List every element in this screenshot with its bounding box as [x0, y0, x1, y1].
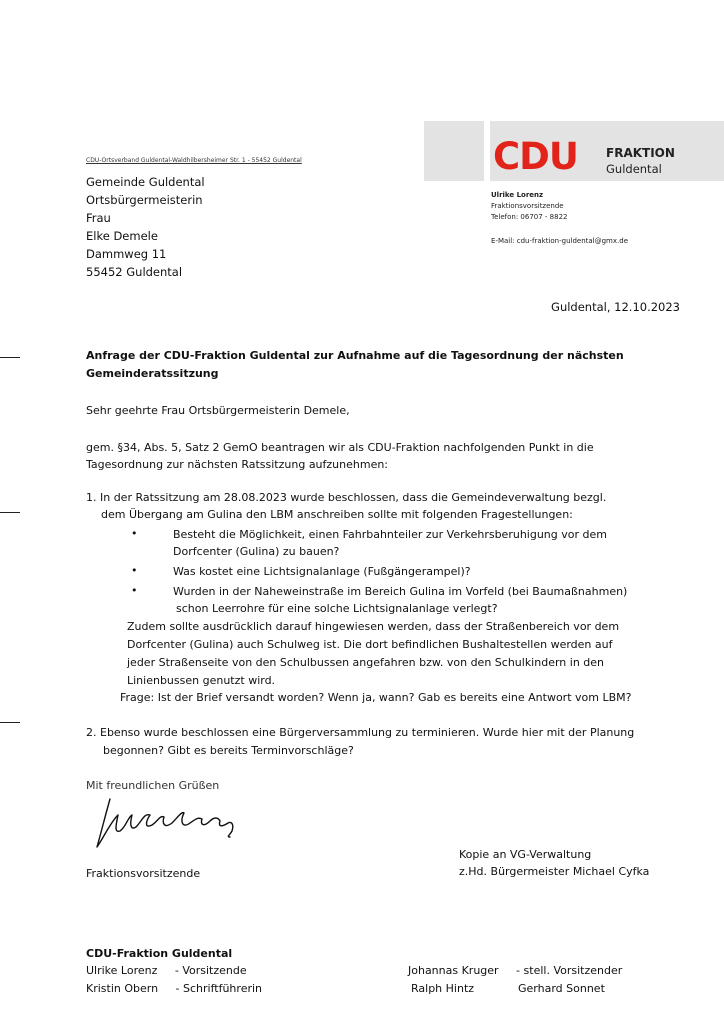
copy-line: Kopie an VG-Verwaltung: [459, 848, 592, 861]
cdu-logo: CDU: [493, 135, 578, 178]
recipient-line: Ortsbürgermeisterin: [86, 193, 203, 207]
recipient-line: Dammweg 11: [86, 247, 167, 261]
recipient-line: Frau: [86, 211, 111, 225]
note-line: Dorfcenter (Gulina) auch Schulweg ist. Die dort befindlichen Bushaltestellen werden auf: [127, 638, 613, 651]
note-line: Zudem sollte ausdrücklich darauf hingewiesen werden, dass der Straßenbereich vor dem: [127, 620, 620, 633]
contact-phone: Telefon: 06707 - 8822: [491, 213, 568, 221]
fold-mark-middle: [0, 512, 20, 513]
contact-role: Fraktionsvorsitzende: [491, 202, 564, 210]
letterhead-divider: [484, 121, 490, 181]
bullet-text: schon Leerrohre für eine solche Lichtsignalanlage verlegt?: [176, 602, 498, 615]
handwritten-signature: [92, 793, 252, 851]
bullet-point: •: [131, 584, 138, 597]
footer-title: CDU-Fraktion Guldental: [86, 947, 233, 960]
salutation: Sehr geehrte Frau Ortsbürgermeisterin Demele,: [86, 404, 350, 417]
sender-return-line: CDU-Ortsverband Guldental-Waldhilbersheimer Str. 1 - 55452 Guldental: [86, 157, 302, 164]
note-line: Linienbussen genutzt wird.: [127, 674, 276, 687]
item1-line: 1. In der Ratssitzung am 28.08.2023 wurde beschlossen, dass die Gemeindeverwaltung bezgl.: [86, 491, 607, 504]
intro-line: gem. §34, Abs. 5, Satz 2 GemO beantragen wir als CDU-Fraktion nachfolgenden Punkt in die: [86, 441, 594, 454]
bullet-text: Dorfcenter (Gulina) zu bauen?: [173, 545, 340, 558]
bullet-point: •: [131, 527, 138, 540]
closing: Mit freundlichen Grüßen: [86, 779, 220, 792]
fold-mark-top: [0, 357, 20, 358]
logo-place-label: Guldental: [606, 162, 662, 176]
footer-member: Ralph Hintz: [411, 982, 475, 995]
note-line: jeder Straßenseite von den Schulbussen angefahren bzw. von den Schulkindern in den: [127, 656, 605, 669]
fold-mark-bottom: [0, 722, 20, 723]
item1-line: dem Übergang am Gulina den LBM anschreiben sollte mit folgenden Fragestellungen:: [101, 508, 573, 521]
bullet-point: •: [131, 564, 138, 577]
contact-name: Ulrike Lorenz: [491, 191, 544, 199]
item2-line: 2. Ebenso wurde beschlossen eine Bürgerversammlung zu terminieren. Wurde hier mit der Planung: [86, 726, 635, 739]
bullet-text: Wurden in der Naheweinstraße im Bereich Gulina im Vorfeld (bei Baumaßnahmen): [173, 585, 628, 598]
footer-member: Gerhard Sonnet: [518, 982, 605, 995]
recipient-line: 55452 Guldental: [86, 265, 183, 279]
subject-line: Anfrage der CDU-Fraktion Guldental zur Aufnahme auf die Tagesordnung der nächsten: [86, 349, 624, 362]
footer-member: Ulrike Lorenz - Vorsitzende: [86, 964, 247, 977]
signature-role: Fraktionsvorsitzende: [86, 867, 201, 880]
footer-member: Johannas Kruger - stell. Vorsitzender: [408, 964, 623, 977]
intro-line: Tagesordnung zur nächsten Ratssitzung aufzunehmen:: [86, 458, 389, 471]
item1-question: Frage: Ist der Brief versandt worden? Wenn ja, wann? Gab es bereits eine Antwort vom LBM?: [120, 691, 632, 704]
recipient-line: Gemeinde Guldental: [86, 175, 205, 189]
contact-email: E-Mail: cdu-fraktion-guldental@gmx.de: [491, 237, 628, 245]
bullet-text: Besteht die Möglichkeit, einen Fahrbahnteiler zur Verkehrsberuhigung vor dem: [173, 528, 607, 541]
bullet-text: Was kostet eine Lichtsignalanlage (Fußgängerampel)?: [173, 565, 471, 578]
item2-line: begonnen? Gibt es bereits Terminvorschläge?: [103, 744, 354, 757]
subject-line: Gemeinderatssitzung: [86, 367, 219, 380]
letter-date: Guldental, 12.10.2023: [551, 300, 680, 314]
recipient-line: Elke Demele: [86, 229, 158, 243]
copy-line: z.Hd. Bürgermeister Michael Cyfka: [459, 865, 650, 878]
footer-member: Kristin Obern - Schriftführerin: [86, 982, 263, 995]
logo-fraktion-label: FRAKTION: [606, 146, 675, 160]
